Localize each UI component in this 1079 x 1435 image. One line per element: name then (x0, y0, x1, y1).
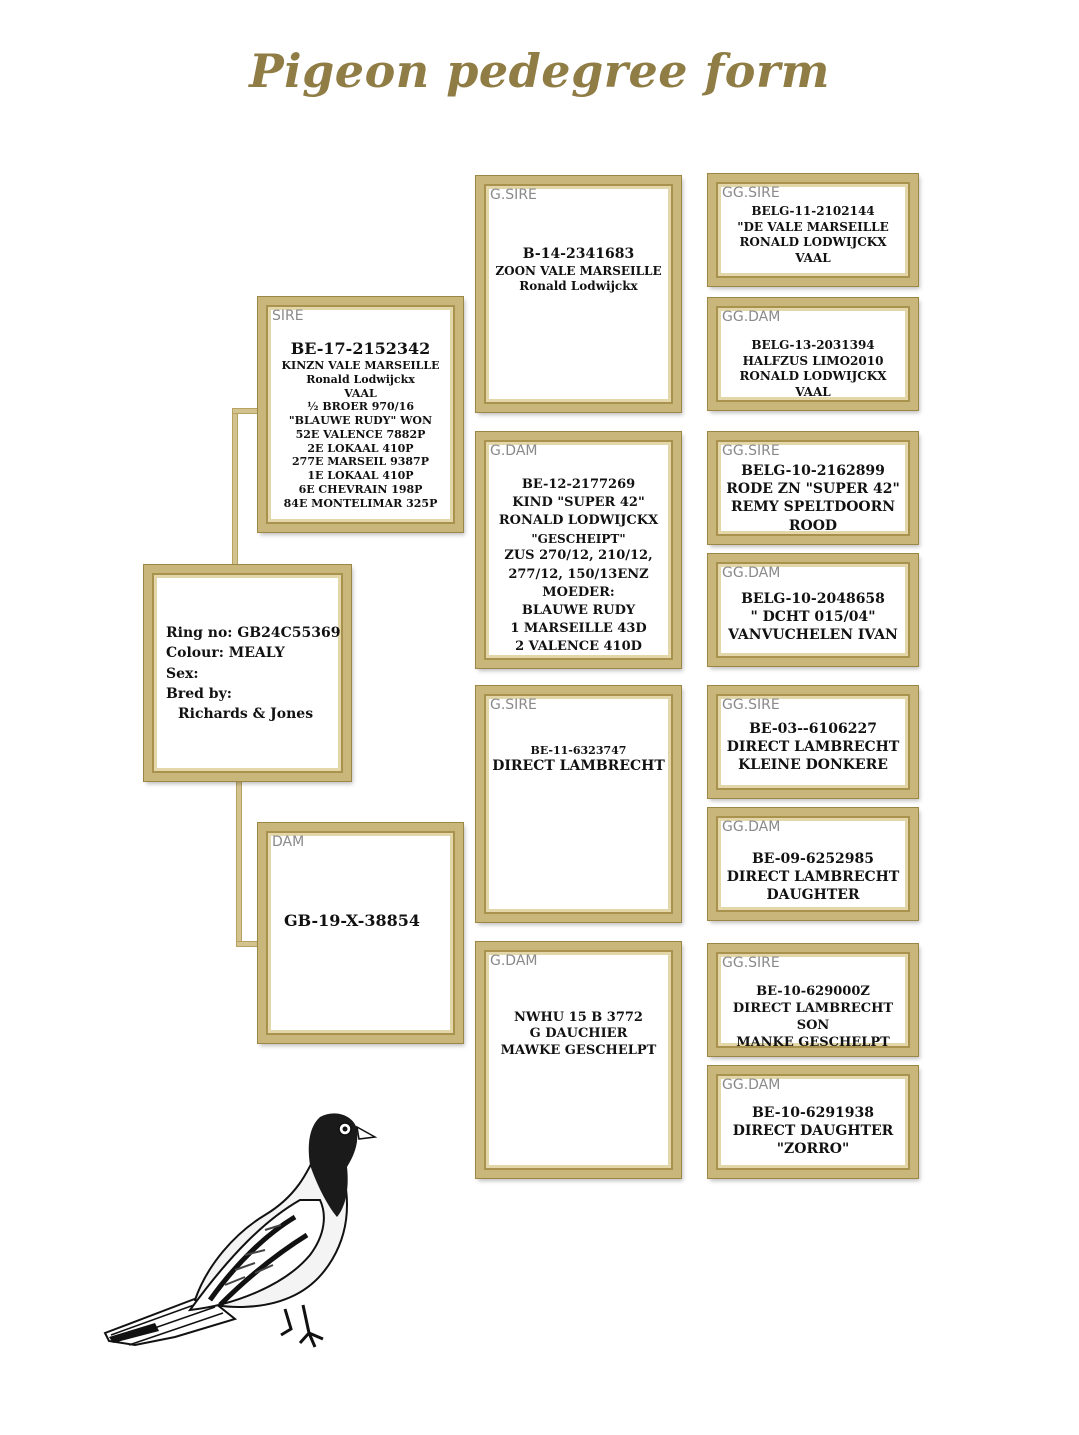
gg-line: KLEINE DONKERE (738, 757, 888, 774)
grand-sire-line: ZOON VALE MARSEILLE (495, 263, 662, 278)
gg-line: BE-10-6291938 (751, 1105, 875, 1121)
gg-line: VAAL (795, 250, 831, 265)
main-pigeon-box (144, 565, 351, 781)
grand-dam-line: BE-12-2177269 (521, 477, 636, 492)
grand-dam-label: G.DAM (490, 953, 538, 969)
pigeon-illustration-icon (95, 1105, 395, 1365)
grand-sire-line: DIRECT LAMBRECHT (492, 757, 665, 774)
gg-line: " DCHT 015/04" (750, 609, 876, 626)
gg-label: GG.DAM (722, 565, 781, 581)
dam-box (258, 823, 463, 1043)
dam-ring: GB-19-X-38854 (284, 911, 421, 930)
sire-line: 277E MARSEIL 9387P (292, 455, 429, 469)
sire-line: Ronald Lodwijckx (306, 372, 415, 386)
grand-dam-line: ZUS 270/12, 210/12, (504, 548, 653, 564)
gg-line: ROOD (788, 517, 838, 534)
gg-line: BE-10-629000Z (756, 984, 870, 999)
grand-dam-line: KIND "SUPER 42" (512, 495, 645, 511)
gg-line: RONALD LODWIJCKX (739, 369, 887, 384)
gg-label: GG.SIRE (722, 185, 780, 201)
grand-sire-line: Ronald Lodwijckx (519, 278, 638, 293)
gg-line: RODE ZN "SUPER 42" (726, 481, 900, 498)
gg-label: GG.SIRE (722, 443, 780, 459)
gg-line: MANKE GESCHELPT (736, 1034, 890, 1050)
grand-dam-1-box (476, 432, 681, 668)
gg-label: GG.SIRE (722, 955, 780, 971)
grand-dam-label: G.DAM (490, 443, 538, 459)
great-grand-sire-1-box (708, 174, 918, 286)
sire-line: 52E VALENCE 7882P (295, 427, 426, 441)
gg-line: DIRECT LAMBRECHT (732, 1000, 894, 1016)
sire-line: "BLAUWE RUDY" WON (288, 414, 433, 427)
grand-sire-label: G.SIRE (490, 187, 537, 203)
grand-sire-line: B-14-2341683 (522, 246, 635, 262)
sex: Sex: (166, 665, 199, 682)
grand-dam-line: G DAUCHIER (529, 1026, 628, 1042)
gg-line: REMY SPELTDOORN (730, 499, 896, 516)
grand-dam-line: NWHU 15 B 3772 (514, 1010, 643, 1025)
gg-line: "ZORRO" (776, 1141, 850, 1158)
gg-label: GG.DAM (722, 819, 781, 835)
sire-line: 6E CHEVRAIN 198P (298, 482, 423, 496)
breeder-name: Richards & Jones (178, 706, 314, 723)
gg-line: BE-09-6252985 (751, 851, 875, 867)
grand-dam-line: 277/12, 150/13ENZ (508, 566, 649, 582)
gg-line: RONALD LODWIJCKX (739, 235, 887, 250)
gg-label: GG.DAM (722, 1077, 781, 1093)
gg-line: HALFZUS LIMO2010 (742, 353, 884, 368)
gg-line: BELG-13-2031394 (751, 338, 875, 352)
sire-label: SIRE (272, 308, 304, 324)
sire-line: 1E LOKAAL 410P (307, 469, 414, 482)
gg-label: GG.SIRE (722, 697, 780, 713)
dam-label: DAM (272, 834, 305, 850)
gg-line: BELG-11-2102144 (751, 204, 875, 218)
gg-line: VANVUCHELEN IVAN (728, 627, 898, 644)
grand-dam-line: RONALD LODWIJCKX (498, 513, 659, 529)
grand-dam-line: MAWKE GESCHELPT (500, 1042, 657, 1058)
grand-sire-2-box (476, 686, 681, 922)
bred-by-label: Bred by: (166, 685, 232, 702)
gg-line: VAAL (795, 384, 831, 399)
gg-line: BELG-10-2048658 (741, 591, 885, 607)
grand-dam-2-box (476, 942, 681, 1178)
sire-line: 84E MONTELIMAR 325P (283, 496, 438, 510)
page-title: Pigeon pedegree form (249, 44, 830, 98)
grand-dam-line: "GESCHEIPT" (531, 531, 626, 546)
great-grand-sire-4-box (708, 944, 918, 1056)
great-grand-sire-2-box (708, 432, 918, 544)
grand-sire-1-box (476, 176, 681, 412)
gg-line: BELG-10-2162899 (741, 463, 885, 479)
connector-dam-horizontal (236, 941, 260, 947)
great-grand-dam-2-box (708, 554, 918, 666)
ring-number: Ring no: GB24C55369 (166, 625, 341, 641)
connector-sire-horizontal (232, 408, 260, 414)
gg-line: DIRECT LAMBRECHT (726, 869, 900, 886)
grand-dam-line: MOEDER: (542, 584, 615, 600)
connector-sire-vertical (232, 408, 238, 568)
grand-dam-line: BLAUWE RUDY (521, 602, 636, 618)
gg-line: BE-03--6106227 (749, 721, 877, 737)
gg-line: DAUGHTER (766, 887, 860, 904)
colour: Colour: MEALY (166, 645, 285, 662)
gg-label: GG.DAM (722, 309, 781, 325)
sire-line: ½ BROER 970/16 (307, 400, 414, 414)
gg-line: DIRECT LAMBRECHT (726, 739, 900, 756)
grand-sire-line: BE-11-6323747 (530, 744, 627, 757)
grand-sire-label: G.SIRE (490, 697, 537, 713)
great-grand-dam-3-box (708, 808, 918, 920)
grand-dam-line: 2 VALENCE 410D (515, 639, 642, 655)
gg-line: "DE VALE MARSEILLE (737, 219, 889, 234)
great-grand-dam-1-box (708, 298, 918, 410)
sire-line: VAAL (344, 386, 377, 400)
sire-line: 2E LOKAAL 410P (307, 441, 414, 455)
gg-line: DIRECT DAUGHTER (732, 1123, 894, 1140)
sire-ring: BE-17-2152342 (290, 339, 431, 358)
connector-dam-vertical (236, 781, 242, 947)
gg-line: SON (796, 1017, 830, 1033)
grand-dam-line: 1 MARSEILLE 43D (510, 621, 647, 637)
great-grand-sire-3-box (708, 686, 918, 798)
sire-line: KINZN VALE MARSEILLE (281, 359, 440, 372)
sire-box (258, 297, 463, 532)
great-grand-dam-4-box (708, 1066, 918, 1178)
